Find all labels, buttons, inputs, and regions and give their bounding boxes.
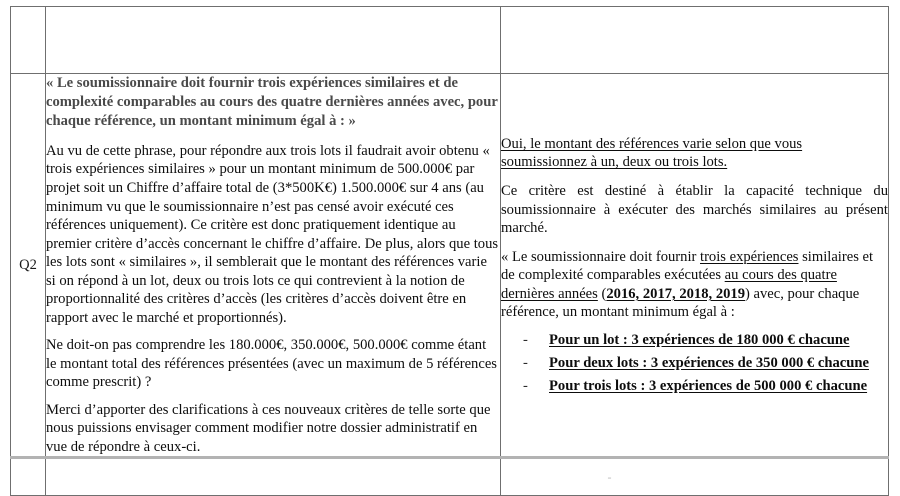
faint-dash-mark: - bbox=[607, 470, 612, 485]
table-row-footer-empty bbox=[11, 458, 889, 496]
table-row-q2 bbox=[11, 74, 889, 458]
question-paragraph-3: Merci d’apporter des clarifications à ces nouveaux critères de telle sorte que nous puissions envisager comment modifier notre dossier administratif en vue de répondre à ceux-ci. bbox=[46, 401, 491, 455]
table-row-header-empty bbox=[11, 7, 889, 74]
bullet-dash-icon: - bbox=[523, 331, 528, 348]
question-id-label: Q2 bbox=[11, 74, 46, 458]
list-item bbox=[523, 377, 888, 395]
quote-part-2: similaires et de complexité comparables exécutées bbox=[501, 248, 874, 284]
answer-explanation: Ce critère est destiné à établir la capacité technique du soumissionnaire à exécuter des marchés similaires au présent marché. bbox=[501, 183, 888, 237]
answer-revised-criterion bbox=[501, 248, 888, 322]
quote-underline-quatre-dernieres-annees: au cours des quatre dernières années bbox=[501, 267, 837, 302]
lot-requirement-three-lots: Pour trois lots : 3 expériences de 500 000 € chacune bbox=[549, 378, 868, 395]
answer-cell bbox=[501, 74, 889, 458]
cell-label-empty-bottom bbox=[11, 458, 46, 496]
cell-question-empty-bottom bbox=[46, 458, 501, 496]
question-cell bbox=[46, 74, 501, 458]
lot-requirement-one-lot: Pour un lot : 3 expériences de 180 000 € chacune bbox=[549, 331, 850, 348]
question-quoted-criterion: « Le soumissionnaire doit fournir trois expériences similaires et de complexité comparables au cours des quatre dernières années avec, pour chaque référence, un montant minimum égal à : » bbox=[46, 75, 498, 129]
quote-part-1: « Le soumissionnaire doit fournir bbox=[501, 248, 701, 265]
cell-question-empty-top bbox=[46, 7, 501, 74]
list-item bbox=[523, 354, 888, 372]
answer-lead-statement: Oui, le montant des références varie selon que vous soumissionnez à un, deux ou trois lots. bbox=[501, 135, 803, 171]
question-paragraph-1: Au vu de cette phrase, pour répondre aux trois lots il faudrait avoir obtenu « trois expériences similaires » pour un montant minimum de 500.000€ par projet soit un Chiffre d’affaire total de (3*500K€) 1.500.000€ sur 4 ans (au minimum vu que le soumissionnaire n’est pas censé avoir exécuté ces références uniquement). Ce critère est donc pratiquement identique au premier critère d’accès concernant le chiffre d’affaire. De plus, alors que tous les lots sont « similaires », il semblerait que le montant des références varie si on répond à un lot, deux ou trois lots ce qui contrevient à la notion de proportionnalité des critères d’accès (les critères d’accès doivent être en rapport avec le marché et proportionnés). bbox=[46, 142, 499, 326]
quote-part-3: ( bbox=[597, 285, 607, 302]
bullet-dash-icon: - bbox=[523, 354, 528, 371]
quote-part-4: ) avec, pour chaque référence, un montant minimum égal à : bbox=[501, 285, 860, 321]
answer-lot-requirements-list bbox=[501, 331, 888, 396]
quote-underline-trois-experiences: trois expériences bbox=[700, 248, 799, 265]
lot-requirement-two-lots: Pour deux lots : 3 expériences de 350 000 € chacune bbox=[549, 354, 869, 371]
quote-years-emphasis: 2016, 2017, 2018, 2019 bbox=[606, 285, 745, 302]
bullet-dash-icon: - bbox=[523, 378, 528, 395]
cell-label-empty-top bbox=[11, 7, 46, 74]
question-paragraph-2: Ne doit-on pas comprendre les 180.000€, 350.000€, 500.000€ comme étant le montant total des références présentées (avec un maximum de 5 références comme prescrit) ? bbox=[46, 337, 497, 391]
cell-answer-empty-top bbox=[501, 7, 889, 74]
list-item bbox=[523, 331, 888, 349]
cell-answer-faint-mark bbox=[501, 458, 889, 496]
qa-table bbox=[10, 6, 889, 496]
